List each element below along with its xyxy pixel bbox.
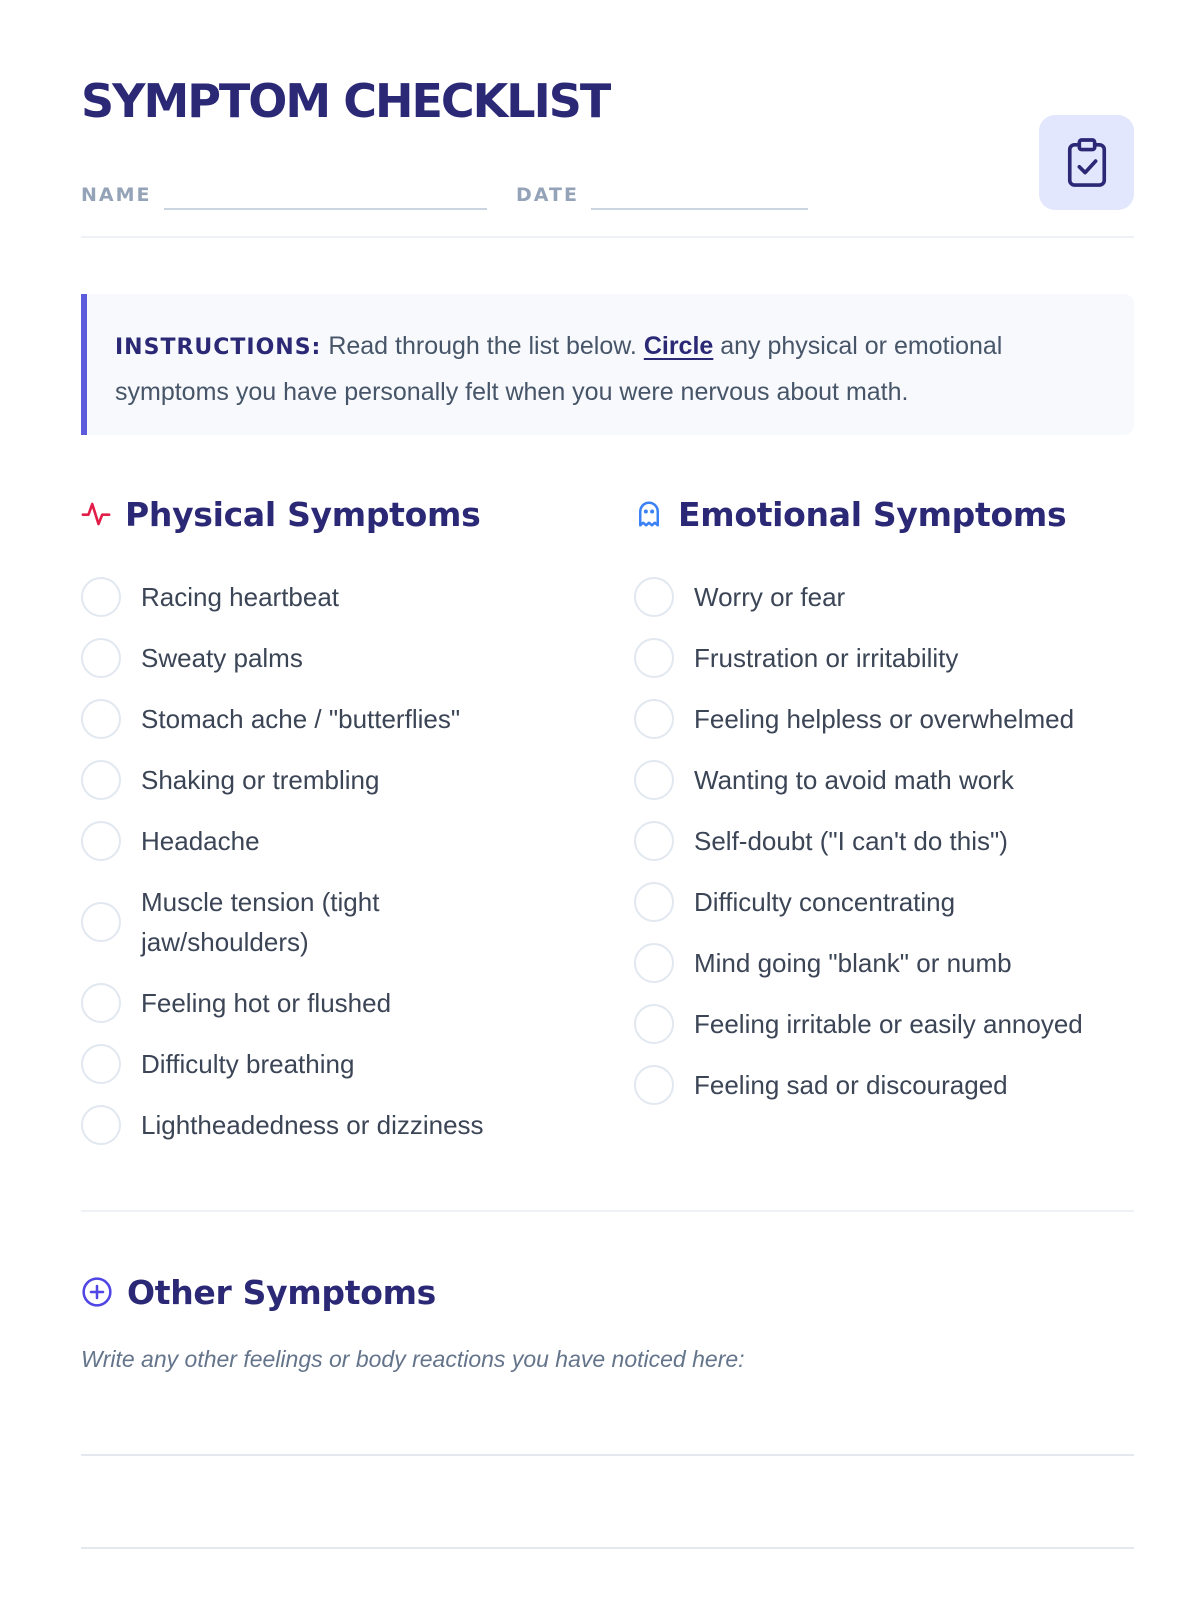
write-line[interactable] — [81, 1454, 1134, 1456]
date-field-line[interactable] — [591, 208, 808, 210]
list-item[interactable] — [634, 1065, 1083, 1105]
instructions-label: INSTRUCTIONS: — [115, 335, 322, 360]
list-item[interactable] — [81, 699, 484, 739]
symptom-label: Headache — [141, 826, 260, 856]
list-item[interactable] — [634, 1004, 1083, 1044]
name-label: NAME — [81, 184, 152, 206]
symptom-label: Racing heartbeat — [141, 582, 340, 612]
symptom-circle[interactable] — [634, 882, 674, 922]
plus-circle-icon — [81, 1276, 113, 1308]
list-item[interactable] — [81, 1044, 484, 1084]
symptom-label: Lightheadedness or dizziness — [141, 1110, 484, 1140]
symptom-circle[interactable] — [81, 821, 121, 861]
symptom-circle[interactable] — [81, 760, 121, 800]
instructions-box — [81, 294, 1134, 435]
symptom-circle[interactable] — [634, 1065, 674, 1105]
symptom-label: Sweaty palms — [141, 643, 303, 673]
list-item[interactable] — [634, 577, 1083, 617]
symptom-circle[interactable] — [634, 821, 674, 861]
symptom-circle[interactable] — [634, 699, 674, 739]
other-section-header — [81, 1272, 436, 1312]
clipboard-check-icon — [1064, 137, 1110, 189]
list-item[interactable] — [81, 821, 484, 861]
list-item[interactable] — [634, 821, 1083, 861]
list-item[interactable] — [81, 882, 484, 962]
symptom-label: Shaking or trembling — [141, 765, 380, 795]
symptom-label: Self-doubt ("I can't do this") — [694, 826, 1008, 856]
section-divider — [81, 1210, 1134, 1212]
physical-section-header — [81, 494, 480, 534]
symptom-label: Difficulty breathing — [141, 1049, 355, 1079]
symptom-circle[interactable] — [81, 902, 121, 942]
symptom-circle[interactable] — [81, 577, 121, 617]
instructions-text-before: Read through the list below. — [328, 332, 637, 360]
symptom-label: Mind going "blank" or numb — [694, 948, 1012, 978]
name-date-row — [81, 184, 821, 210]
instructions-text-after: any physical or emotional symptoms you have personally felt when you were nervous about math. — [115, 332, 1003, 406]
list-item[interactable] — [634, 943, 1083, 983]
instructions-emphasis: Circle — [643, 332, 714, 360]
list-item[interactable] — [634, 760, 1083, 800]
physical-symptom-list — [81, 577, 484, 1145]
list-item[interactable] — [634, 638, 1083, 678]
symptom-circle[interactable] — [81, 1044, 121, 1084]
heartbeat-icon — [81, 499, 111, 529]
date-label: DATE — [516, 184, 579, 206]
header-divider — [81, 236, 1134, 238]
symptom-circle[interactable] — [634, 577, 674, 617]
emotional-section-header — [634, 494, 1066, 534]
name-field-line[interactable] — [164, 208, 487, 210]
symptom-label: Wanting to avoid math work — [694, 765, 1014, 795]
symptom-label: Stomach ache / "butterflies" — [141, 704, 461, 734]
symptom-label: Feeling sad or discouraged — [694, 1070, 1008, 1100]
list-item[interactable] — [81, 1105, 484, 1145]
symptom-circle[interactable] — [634, 638, 674, 678]
other-section-title: Other Symptoms — [127, 1272, 437, 1312]
symptom-label: Difficulty concentrating — [694, 887, 956, 917]
symptom-label: Worry or fear — [694, 582, 846, 612]
list-item[interactable] — [634, 882, 1083, 922]
page-title: SYMPTOM CHECKLIST — [81, 74, 610, 128]
symptom-circle[interactable] — [634, 1004, 674, 1044]
symptom-circle[interactable] — [81, 638, 121, 678]
symptom-label: Muscle tension (tight jaw/shoulders) — [141, 887, 380, 957]
symptom-label: Frustration or irritability — [694, 643, 959, 673]
list-item[interactable] — [81, 577, 484, 617]
worksheet-page — [81, 0, 1134, 1600]
emotional-section-title: Emotional Symptoms — [678, 494, 1067, 534]
list-item[interactable] — [81, 983, 484, 1023]
symptom-circle[interactable] — [81, 983, 121, 1023]
symptom-label: Feeling irritable or easily annoyed — [694, 1009, 1083, 1039]
symptom-circle[interactable] — [81, 1105, 121, 1145]
clipboard-badge — [1039, 115, 1134, 210]
ghost-icon — [634, 499, 664, 529]
write-line[interactable] — [81, 1547, 1134, 1549]
list-item[interactable] — [634, 699, 1083, 739]
symptom-circle[interactable] — [634, 760, 674, 800]
emotional-symptom-list — [634, 577, 1083, 1105]
symptom-circle[interactable] — [634, 943, 674, 983]
symptom-label: Feeling helpless or overwhelmed — [694, 704, 1075, 734]
other-symptoms-prompt: Write any other feelings or body reactions you have noticed here: — [81, 1346, 745, 1372]
list-item[interactable] — [81, 760, 484, 800]
physical-section-title: Physical Symptoms — [125, 494, 481, 534]
symptom-label: Feeling hot or flushed — [141, 988, 392, 1018]
symptom-circle[interactable] — [81, 699, 121, 739]
list-item[interactable] — [81, 638, 484, 678]
